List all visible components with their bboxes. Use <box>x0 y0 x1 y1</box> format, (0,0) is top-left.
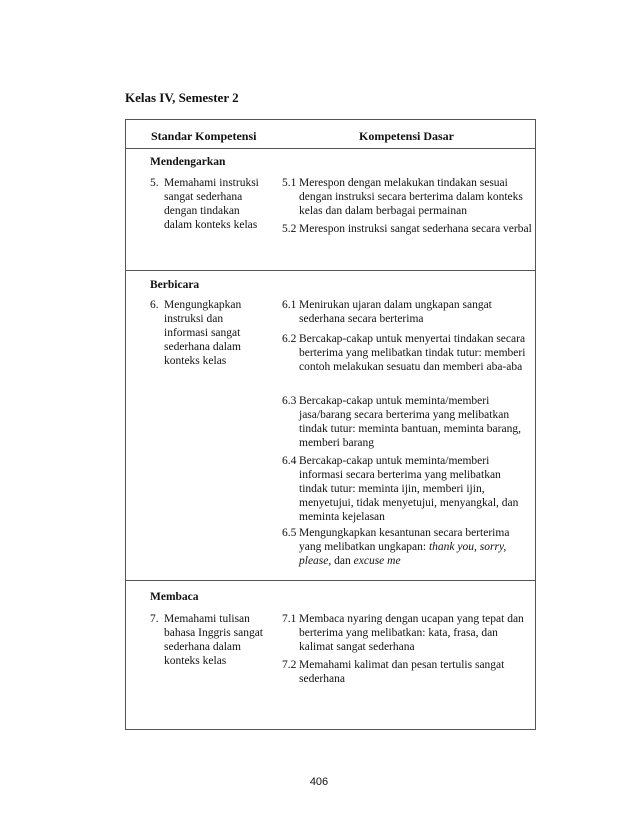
kd-item-7-2 <box>282 658 532 686</box>
kd-number: 5.2 <box>282 223 297 235</box>
header-divider <box>126 148 535 149</box>
kd-number: 7.1 <box>282 613 297 625</box>
competency-table <box>125 119 536 730</box>
section-divider <box>126 580 535 581</box>
kd-item-6-1 <box>282 298 532 326</box>
page-number: 406 <box>309 776 329 788</box>
kd-item-6-4 <box>282 454 532 524</box>
kd-number: 6.1 <box>282 299 297 311</box>
page-heading: Kelas IV, Semester 2 <box>125 90 239 105</box>
kd-number: 5.1 <box>282 177 297 189</box>
col-header-kompetensi: Kompetensi Dasar <box>359 129 454 143</box>
sk-text: Mengungkapkan instruksi dan informasi sangat sederhana dalam konteks kelas <box>164 299 242 367</box>
kd-item-5-2 <box>282 222 532 236</box>
sk-text: Memahami instruksi sangat sederhana dengan tindakan dalam konteks kelas <box>164 177 259 231</box>
sk-item-5 <box>150 176 270 232</box>
kd-text: Bercakap-cakap untuk meminta/memberi jasa/barang secara berterima yang melibatkan tindak tutur: meminta bantuan, meminta barang, memberi barang <box>299 395 521 449</box>
col-header-standar: Standar Kompetensi <box>151 129 257 143</box>
kd-text: Bercakap-cakap untuk menyertai tindakan secara berterima yang melibatkan tindak tutur: memberi contoh melakukan sesuatu dan memberi aba-aba <box>299 333 526 373</box>
kd-number: 6.2 <box>282 333 297 345</box>
sk-number: 7. <box>150 613 159 625</box>
section-divider <box>126 270 535 271</box>
kd-number: 6.3 <box>282 395 297 407</box>
kd-text: Mengungkapkan kesantunan secara berterima yang melibatkan ungkapan: thank you, sorry, please, dan excuse me <box>299 527 510 567</box>
sk-text: Memahami tulisan bahasa Inggris sangat sederhana dalam konteks kelas <box>164 613 263 667</box>
section-title-mendengarkan: Mendengarkan <box>150 156 226 168</box>
sk-number: 6. <box>150 299 159 311</box>
section-title-berbicara: Berbicara <box>150 279 200 291</box>
kd-number: 6.4 <box>282 455 297 467</box>
kd-text: Menirukan ujaran dalam ungkapan sangat sederhana secara berterima <box>299 299 492 325</box>
sk-item-6 <box>150 298 270 368</box>
kd-item-7-1 <box>282 612 532 654</box>
kd-text: Memahami kalimat dan pesan tertulis sangat sederhana <box>299 659 505 685</box>
sk-number: 5. <box>150 177 159 189</box>
kd-item-5-1 <box>282 176 532 218</box>
kd-text: Merespon dengan melakukan tindakan sesuai dengan instruksi secara berterima dalam konteks kelas dan dalam berbagai permainan <box>299 177 523 217</box>
kd-number: 6.5 <box>282 527 297 539</box>
kd-text: Membaca nyaring dengan ucapan yang tepat dan berterima yang melibatkan: kata, frasa, dan kalimat sangat sederhana <box>299 613 524 653</box>
kd-item-6-3 <box>282 394 532 450</box>
kd-item-6-5 <box>282 526 532 568</box>
sk-item-7 <box>150 612 270 668</box>
section-title-membaca: Membaca <box>150 591 199 603</box>
kd-text: Bercakap-cakap untuk meminta/memberi informasi secara berterima yang melibatkan tindak tutur: meminta ijin, memberi ijin, menyetujui, tidak menyetujui, menyangkal, dan meminta kejelasan <box>299 455 519 523</box>
kd-text: Merespon instruksi sangat sederhana secara verbal <box>299 223 532 235</box>
kd-item-6-2 <box>282 332 532 374</box>
kd-number: 7.2 <box>282 659 297 671</box>
